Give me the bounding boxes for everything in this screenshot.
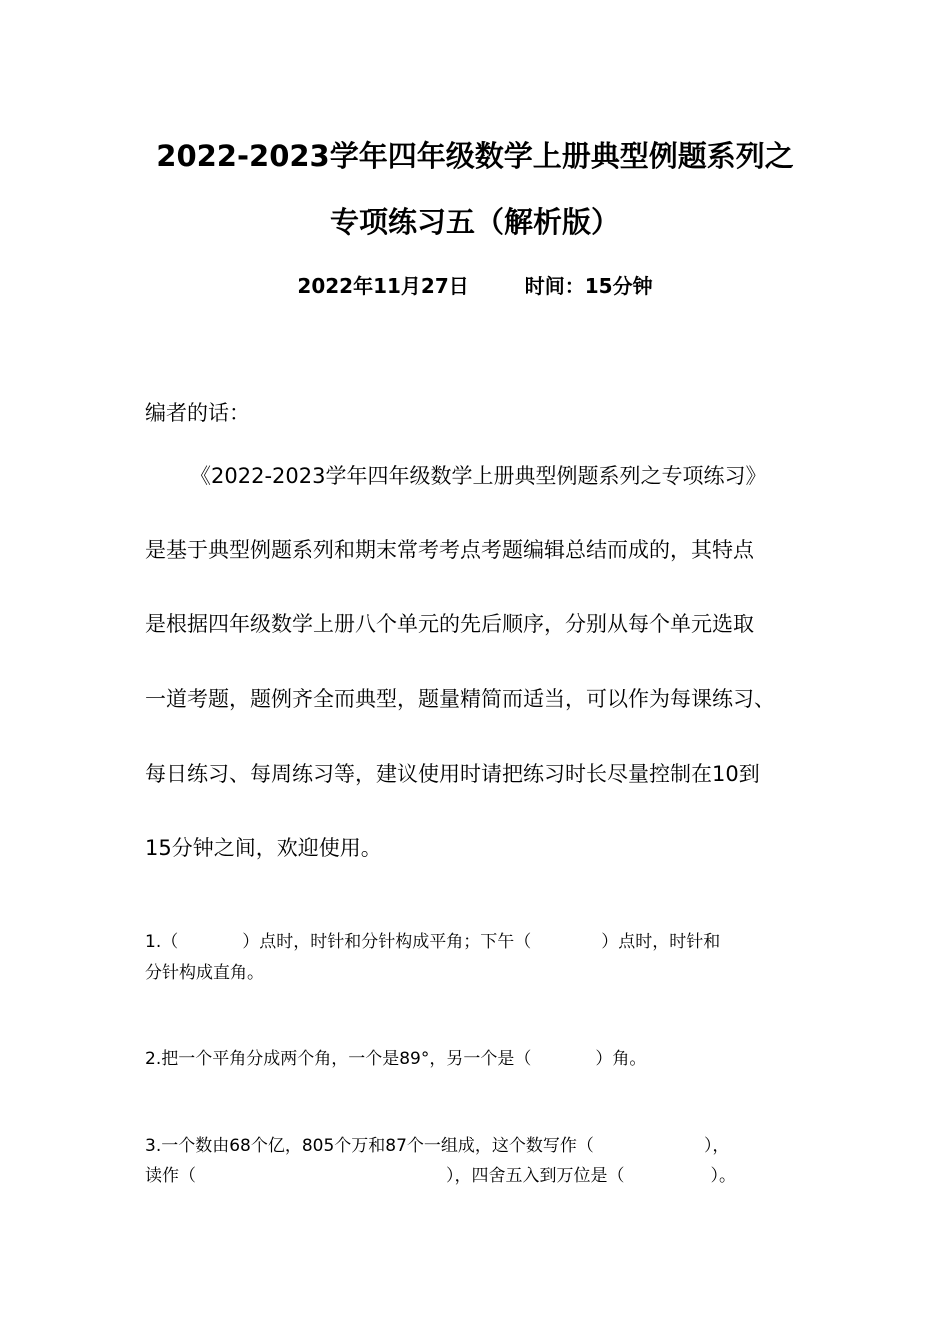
q1-text-c: ）点时，时针和 — [601, 932, 721, 952]
q1-text-a: 1.（ — [145, 932, 179, 952]
intro-line-4: 一道考题，题例齐全而典型，题量精简而适当，可以作为每课练习、 — [145, 687, 775, 711]
q2-text-a: 2.把一个平角分成两个角，一个是89°，另一个是（ — [145, 1049, 532, 1069]
question-1-line-2: 分针构成直角。 — [145, 963, 264, 983]
q3-text-e: ）。 — [710, 1166, 736, 1186]
q3-text-d: ），四舍五入到万位是（ — [446, 1166, 625, 1186]
q3-text-c: 读作（ — [145, 1166, 196, 1186]
intro-label: 编者的话： — [145, 401, 250, 425]
date-time-line — [0, 270, 950, 299]
question-1-line-1 — [145, 927, 720, 952]
title-line-1: 2022-2023学年四年级数学上册典型例题系列之 — [156, 139, 794, 173]
intro-line-1: 《2022-2023学年四年级数学上册典型例题系列之专项练习》 — [190, 464, 767, 488]
intro-line-6: 15分钟之间，欢迎使用。 — [145, 836, 382, 860]
title-line-2: 专项练习五（解析版） — [329, 205, 620, 239]
time-limit: 时间：15分钟 — [524, 274, 653, 298]
q3-text-b: ）， — [703, 1136, 730, 1156]
intro-line-3: 是根据四年级数学上册八个单元的先后顺序，分别从每个单元选取 — [145, 612, 754, 636]
question-3-line-2 — [145, 1161, 736, 1186]
intro-line-2: 是基于典型例题系列和期末常考考点考题编辑总结而成的，其特点 — [145, 538, 754, 562]
question-2 — [145, 1044, 646, 1069]
intro-line-5: 每日练习、每周练习等，建议使用时请把练习时长尽量控制在10到 — [145, 762, 760, 786]
q1-text-b: ）点时，时针和分针构成平角；下午（ — [242, 932, 532, 952]
q3-text-a: 3.一个数由68个亿，805个万和87个一组成，这个数写作（ — [145, 1136, 594, 1156]
question-3-line-1 — [145, 1131, 729, 1156]
date: 2022年11月27日 — [297, 274, 469, 298]
q2-text-b: ）角。 — [595, 1049, 647, 1069]
